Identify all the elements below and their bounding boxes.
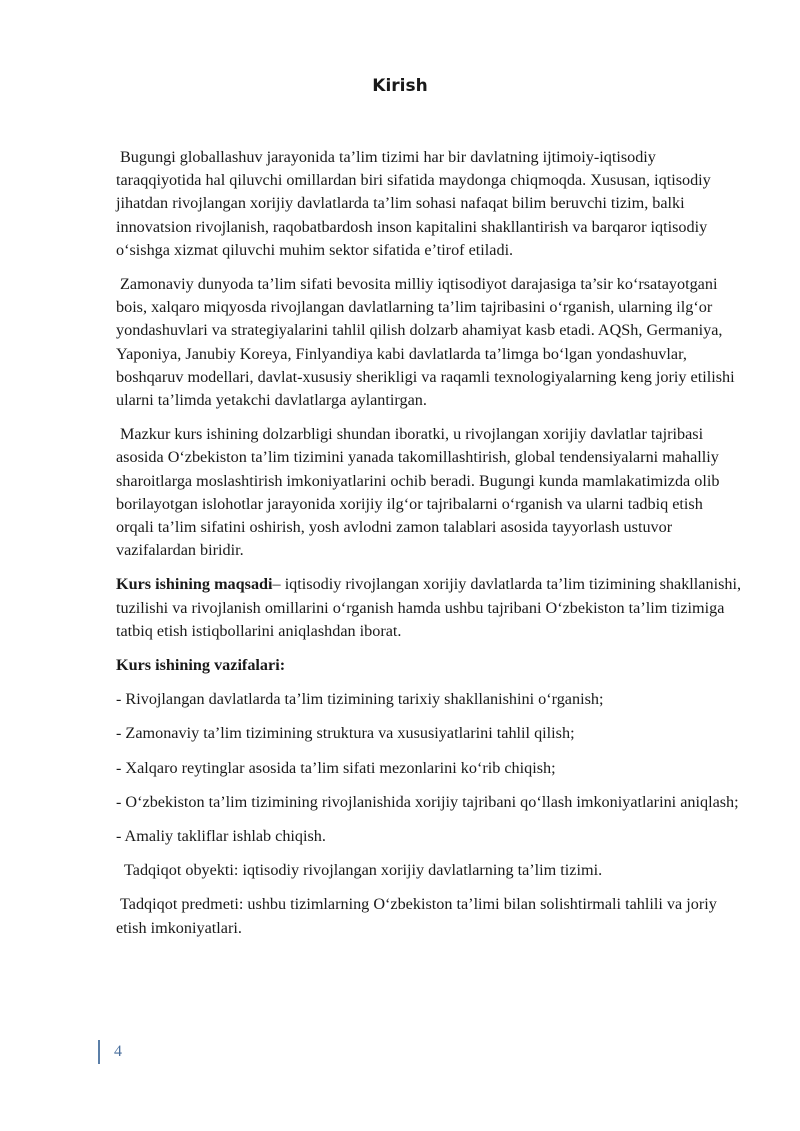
task-item: - Amaliy takliflar ishlab chiqish. — [116, 827, 326, 846]
page-number: 4 — [114, 1043, 122, 1060]
intro-paragraph-3: Mazkur kurs ishining dolzarbligi shundan iboratki, u rivojlangan xorijiy davlatlar tajribasi asosida O‘zbekiston ta’lim tizimini yanada takomillashtirish, global tendensiyalarni mahalliy sharoitlarga moslashtirish imkoniyatlarini ochib beradi. Bugungi kunda mamlakatimizda olib borilayotgan islohotlar jarayonida xorijiy ilg‘or tajribalarni o‘rganish va ularni tadbiq etish orqali ta’lim sifatini oshirish, yosh avlodni zamon talablari asosida tayyorlash ustuvor vazifalardan biridir. — [116, 425, 720, 560]
task-item: - Zamonaviy ta’lim tizimining struktura va xususiyatlarini tahlil qilish; — [116, 724, 575, 743]
intro-paragraph-2: Zamonaviy dunyoda ta’lim sifati bevosita milliy iqtisodiyot darajasiga ta’sir ko‘rsatayotgani bois, xalqaro miqyosda rivojlangan davlatlarning ta’lim tajribasini o‘rganish, ularning ilg‘or yondashuvlari va strategiyalarini tahlil qilish dolzarb ahamiyat kasb etadi. AQSh, Germaniya, Yaponiya, Janubiy Koreya, Finlyandiya kabi davlatlarda ta’limga bo‘lgan yondashuvlar, boshqaruv modellari, davlat-xususiy sherikligi va raqamli texnologiyalarning keng joriy etilishi ularni ta’limda yetakchi davlatlarga aylantirgan. — [116, 275, 735, 410]
page-title: Kirish — [372, 76, 428, 96]
task-item: - Xalqaro reytinglar asosida ta’lim sifati mezonlarini ko‘rib chiqish; — [116, 758, 556, 777]
page-footer — [98, 1040, 122, 1064]
goal-text: – iqtisodiy rivojlangan xorijiy davlatlarda ta’lim tizimining shakllanishi, tuzilishi va rivojlanish omillarini o‘rganish hamda ushbu tajribani O‘zbekiston ta’lim tizimiga tatbiq etish istiqbollarini aniqlashdan iborat. — [116, 575, 742, 640]
goal-paragraph — [116, 573, 744, 643]
task-item: - O‘zbekiston ta’lim tizimining rivojlanishida xorijiy tajribani qo‘llash imkoniyatlarini aniqlash; — [116, 792, 739, 811]
research-subject: Tadqiqot predmeti: ushbu tizimlarning O‘zbekiston ta’limi bilan solishtirmali tahlili va joriy etish imkoniyatlari. — [116, 895, 717, 937]
tasks-heading: Kurs ishining vazifalari: — [116, 656, 286, 675]
task-item: - Rivojlangan davlatlarda ta’lim tizimining tarixiy shakllanishini o‘rganish; — [116, 690, 604, 709]
goal-label: Kurs ishining maqsadi — [116, 575, 273, 594]
research-object: Tadqiqot obyekti: iqtisodiy rivojlangan xorijiy davlatlarning ta’lim tizimi. — [124, 861, 603, 880]
intro-paragraph-1: Bugungi globallashuv jarayonida ta’lim tizimi har bir davlatning ijtimoiy-iqtisodiy taraqqiyotida hal qiluvchi omillardan biri sifatida maydonga chiqmoqda. Xususan, iqtisodiy jihatdan rivojlangan xorijiy davlatlarda ta’lim sohasi nafaqat bilim beruvchi tizim, balki innovatsion rivojlanish, raqobatbardosh inson kapitalini shakllantirish va barqaror iqtisodiy o‘sishga xizmat qiluvchi muhim sektor sifatida e’tirof etiladi. — [116, 148, 711, 259]
body-text — [116, 146, 744, 951]
